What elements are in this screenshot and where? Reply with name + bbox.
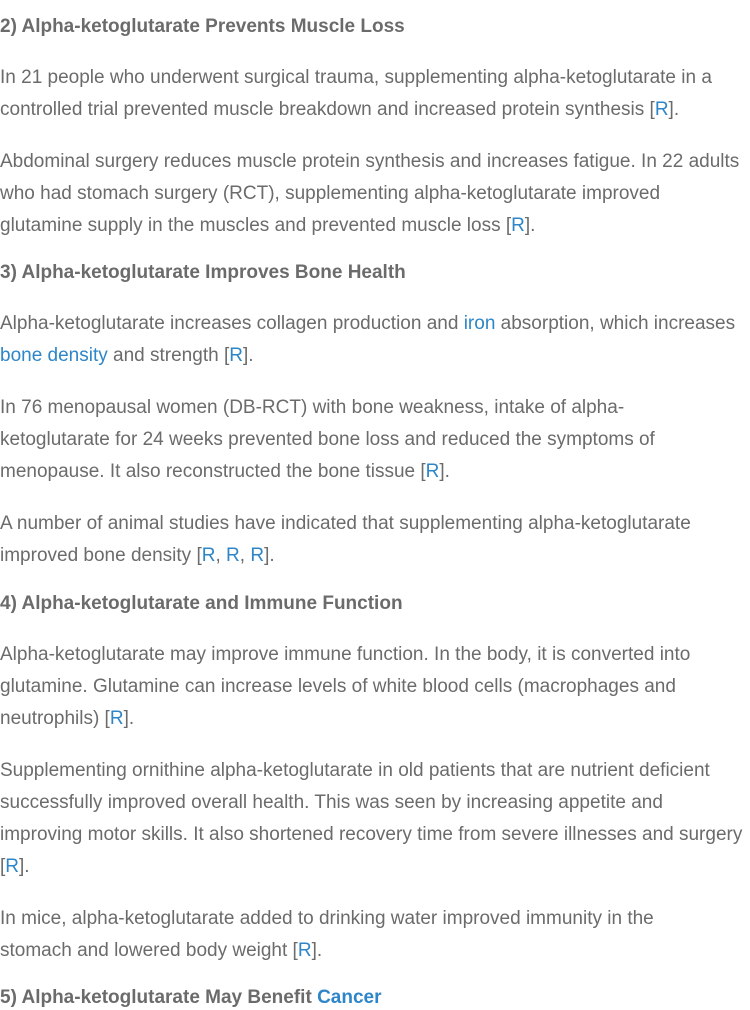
paragraph-abdominal-surgery [0,146,740,242]
paragraph-text: ]. [264,545,275,566]
cancer-link[interactable]: Cancer [317,987,382,1008]
paragraph-text: In 21 people who underwent surgical trauma, supplementing alpha-ketoglutarate in a controlled trial prevented muscle breakdown and increased protein synthesis [ [0,67,712,120]
reference-link[interactable]: R [250,545,265,566]
reference-link[interactable]: R [109,708,124,729]
paragraph-text: ]. [668,99,680,120]
section-heading-cancer [0,986,750,1010]
paragraph-text: A number of animal studies have indicated that supplementing alpha-ketoglutarate improved bone density [ [0,513,691,566]
paragraph-animal-studies [0,508,750,572]
section-heading-bone-health: 3) Alpha-ketoglutarate Improves Bone Health [0,262,406,283]
reference-link[interactable]: R [5,856,20,877]
section-heading-immune-function: 4) Alpha-ketoglutarate and Immune Function [0,593,403,614]
iron-link[interactable]: iron [463,313,496,334]
paragraph-text: absorption, which increases [495,313,736,334]
heading-text: 5) Alpha-ketoglutarate May Benefit [0,987,318,1008]
paragraph-text: and strength [ [107,345,230,366]
reference-link[interactable]: R [654,99,669,120]
paragraph-text: ]. [242,345,254,366]
bone-density-link[interactable]: bone density [0,345,108,366]
paragraph-text: In mice, alpha-ketoglutarate added to drinking water improved immunity in the stomach and lowered body weight [ [0,908,654,961]
reference-separator: , [239,545,251,566]
paragraph-text: Abdominal surgery reduces muscle protein synthesis and increases fatigue. In 22 adults who had stomach surgery (RCT), supplementing alpha-ketoglutarate improved glutamine supply in the muscles and prevented muscle loss [ [0,151,740,236]
reference-separator: , [215,545,227,566]
paragraph-text: Supplementing ornithine alpha-ketoglutarate in old patients that are nutrient deficient successfully improved overall health. This was seen by increasing appetite and improving motor skills. It also shortened recovery time from severe illnesses and surgery [ [0,760,743,877]
paragraph-text: ]. [123,708,135,729]
paragraph-text: ]. [19,856,30,877]
section-heading-muscle-loss: 2) Alpha-ketoglutarate Prevents Muscle Loss [0,16,405,37]
reference-link[interactable]: R [201,545,216,566]
paragraph-text: ]. [311,940,323,961]
reference-link[interactable]: R [226,545,240,566]
paragraph-text: Alpha-ketoglutarate increases collagen production and [0,313,464,334]
paragraph-text: Alpha-ketoglutarate may improve immune function. In the body, it is converted into glutamine. Glutamine can increase levels of white blood cells (macrophages and neutrophils) [ [0,644,691,729]
reference-link[interactable]: R [229,345,243,366]
paragraph-text: ]. [524,215,536,236]
paragraph-menopausal-women [0,392,720,488]
reference-link[interactable]: R [511,215,525,236]
reference-link[interactable]: R [425,461,440,482]
paragraph-glutamine [0,639,740,735]
paragraph-ornithine [0,755,750,883]
paragraph-text: ]. [439,461,450,482]
reference-link[interactable]: R [297,940,312,961]
paragraph-text: In 76 menopausal women (DB-RCT) with bone weakness, intake of alpha-ketoglutarate for 24 weeks prevented bone loss and reduced the symptoms of menopause. It also reconstructed the bone tissue [ [0,397,655,482]
paragraph-collagen [0,308,750,372]
paragraph-mice [0,903,710,967]
paragraph-surgical-trauma [0,62,750,126]
